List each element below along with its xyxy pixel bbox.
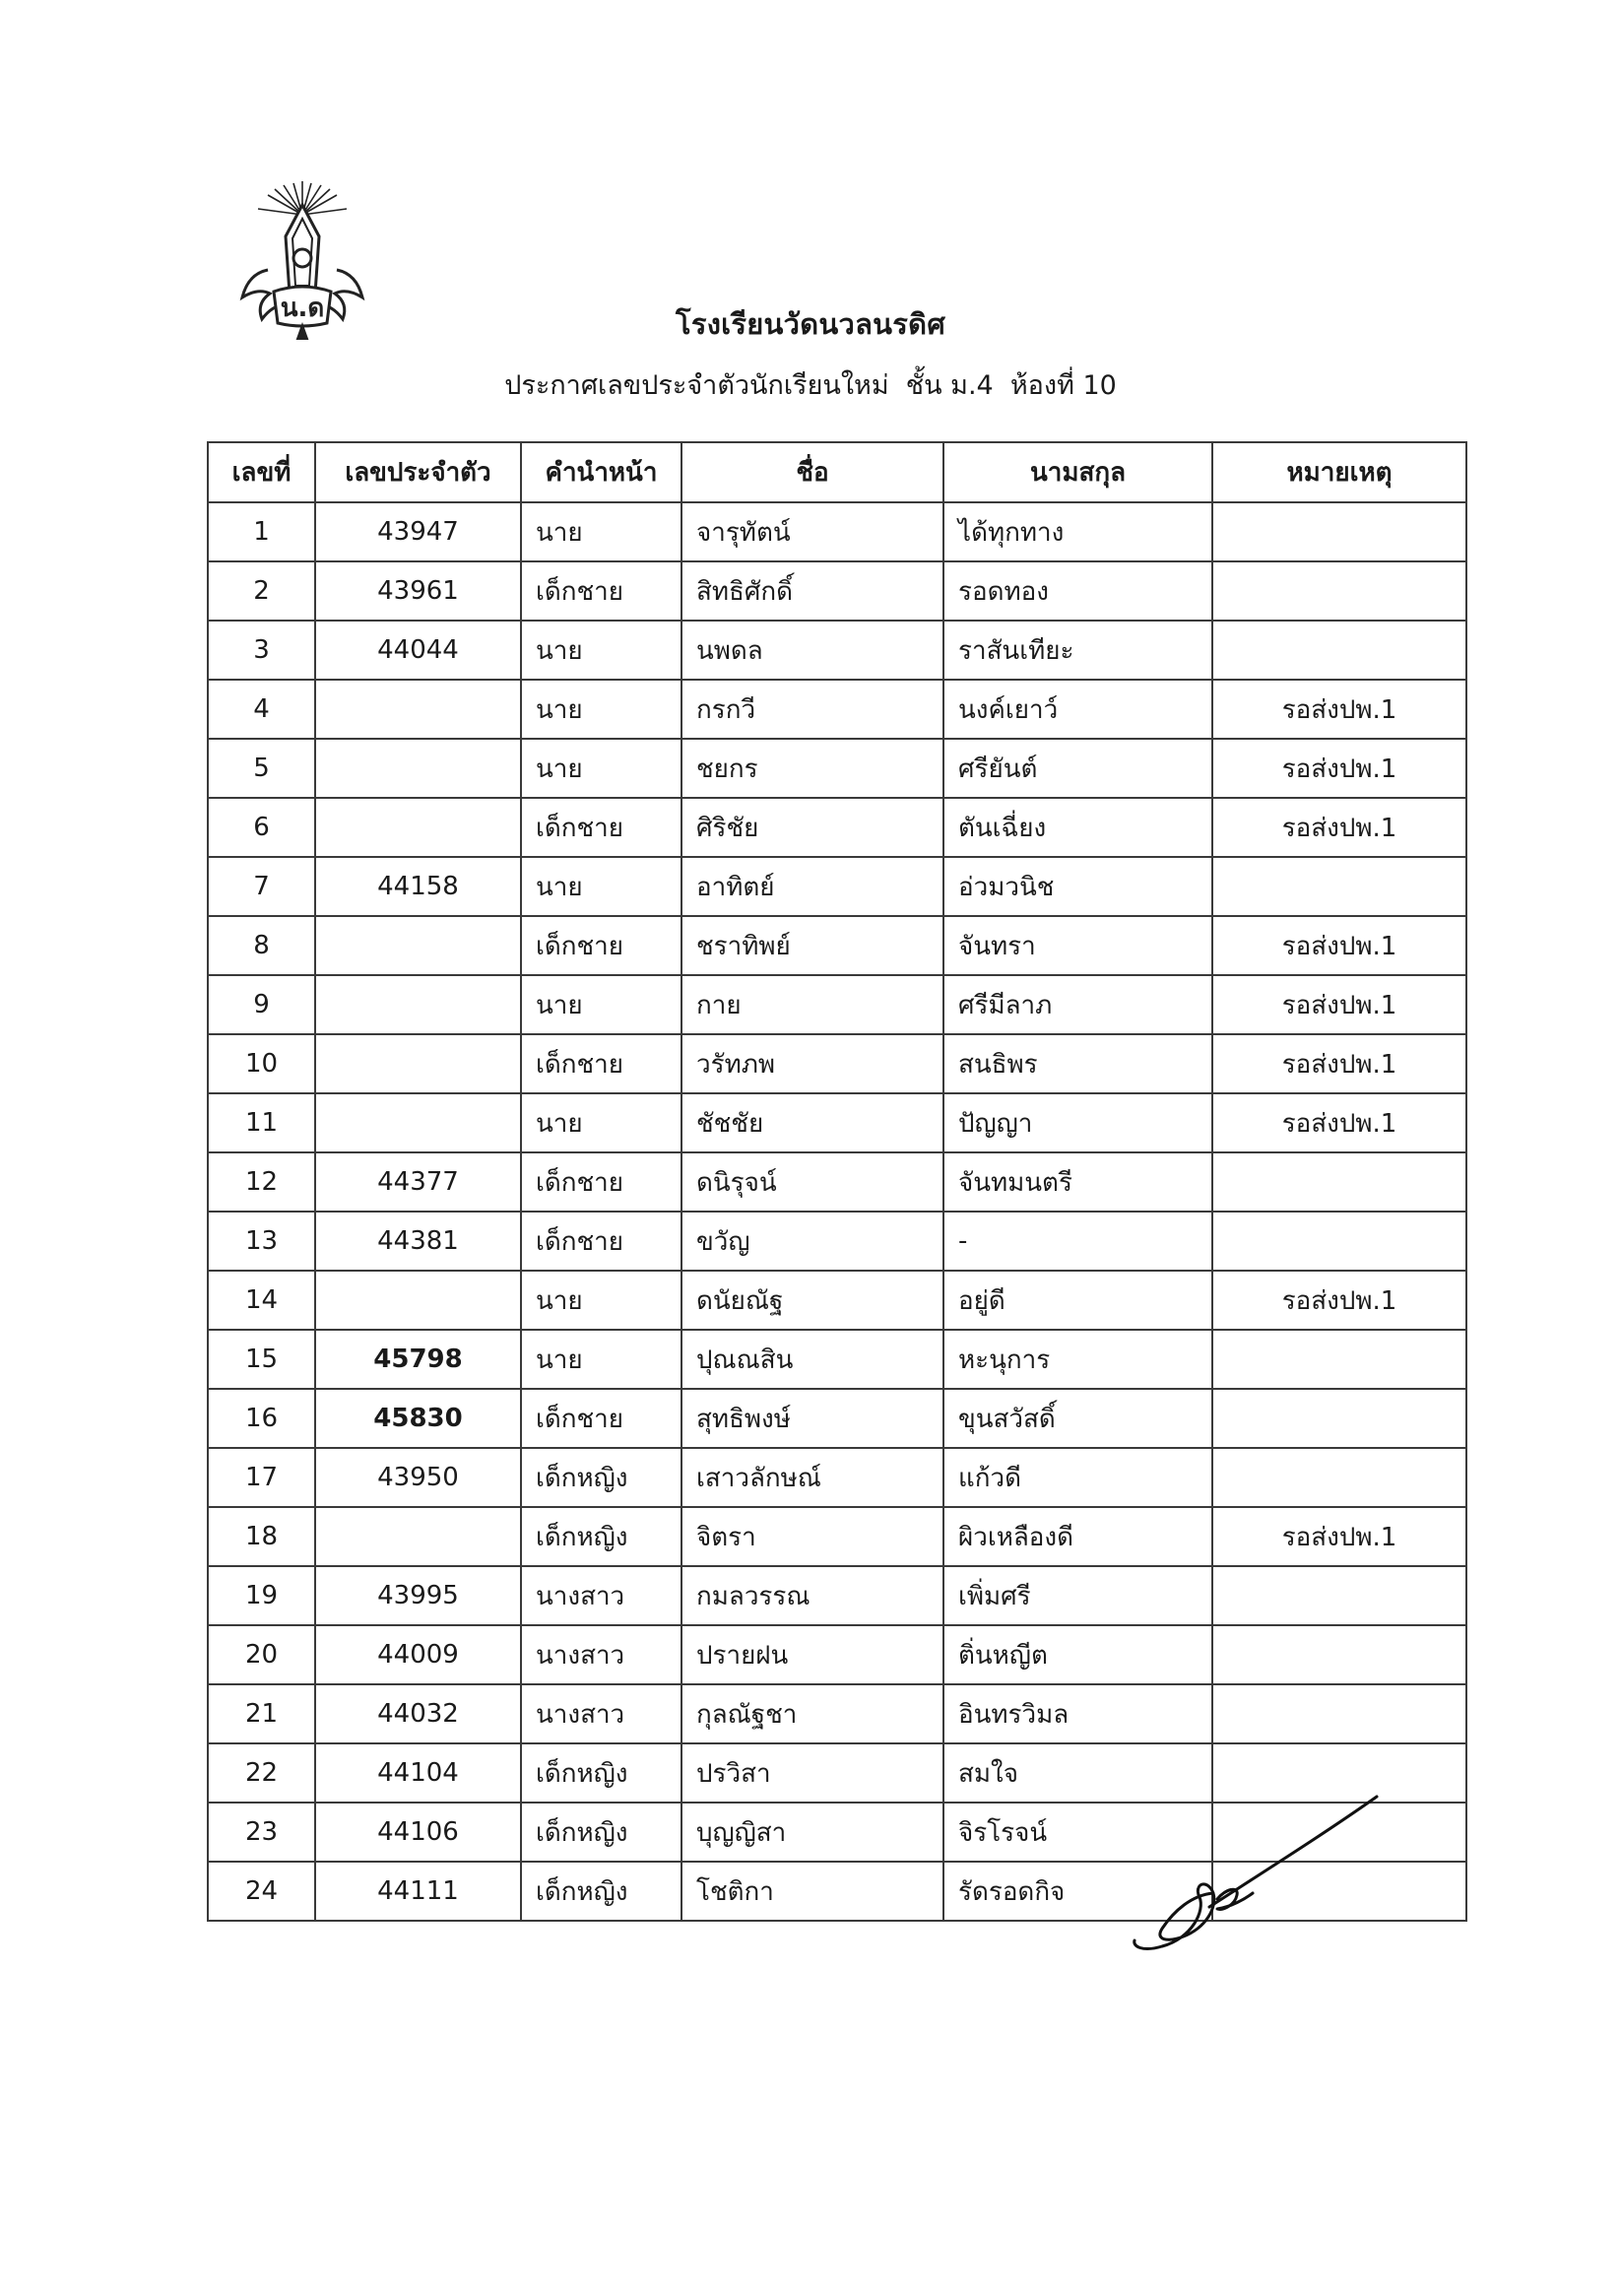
cell-first-name: ชราทิพย์ — [681, 916, 943, 975]
cell-number: 9 — [208, 975, 315, 1034]
cell-first-name: กุลณัฐชา — [681, 1684, 943, 1743]
cell-student-id: 43947 — [315, 502, 521, 561]
cell-prefix: เด็กหญิง — [521, 1803, 681, 1862]
cell-student-id — [315, 680, 521, 739]
cell-remarks: รอส่งปพ.1 — [1212, 1034, 1466, 1093]
cell-student-id: 44032 — [315, 1684, 521, 1743]
student-roster-table — [207, 441, 1467, 1922]
cell-remarks — [1212, 1212, 1466, 1271]
cell-first-name: ชัชชัย — [681, 1093, 943, 1152]
cell-prefix: นางสาว — [521, 1566, 681, 1625]
cell-last-name: ติ่นหญีต — [943, 1625, 1212, 1684]
cell-student-id: 44111 — [315, 1862, 521, 1921]
cell-prefix: เด็กชาย — [521, 1389, 681, 1448]
cell-remarks — [1212, 857, 1466, 916]
col-header-last-name: นามสกุล — [943, 442, 1212, 502]
col-header-first-name: ชื่อ — [681, 442, 943, 502]
cell-last-name: - — [943, 1212, 1212, 1271]
cell-first-name: เสาวลักษณ์ — [681, 1448, 943, 1507]
cell-first-name: จิตรา — [681, 1507, 943, 1566]
table-row — [208, 798, 1466, 857]
cell-student-id — [315, 975, 521, 1034]
cell-number: 24 — [208, 1862, 315, 1921]
cell-remarks — [1212, 1389, 1466, 1448]
cell-student-id — [315, 798, 521, 857]
cell-prefix: นาย — [521, 857, 681, 916]
cell-remarks — [1212, 1330, 1466, 1389]
cell-first-name: ดนิรุจน์ — [681, 1152, 943, 1212]
cell-student-id: 44104 — [315, 1743, 521, 1803]
cell-number: 20 — [208, 1625, 315, 1684]
cell-last-name: ตันเฉี่ยง — [943, 798, 1212, 857]
cell-remarks — [1212, 502, 1466, 561]
cell-student-id: 44044 — [315, 621, 521, 680]
cell-student-id: 44377 — [315, 1152, 521, 1212]
cell-student-id: 43950 — [315, 1448, 521, 1507]
table-row — [208, 1625, 1466, 1684]
cell-student-id: 44158 — [315, 857, 521, 916]
logo-text: น.ด — [280, 294, 325, 323]
cell-number: 16 — [208, 1389, 315, 1448]
col-header-number: เลขที่ — [208, 442, 315, 502]
cell-student-id — [315, 1093, 521, 1152]
cell-number: 5 — [208, 739, 315, 798]
cell-prefix: นาย — [521, 680, 681, 739]
table-row — [208, 1684, 1466, 1743]
cell-prefix: เด็กหญิง — [521, 1507, 681, 1566]
cell-last-name: ได้ทุกทาง — [943, 502, 1212, 561]
cell-remarks — [1212, 1448, 1466, 1507]
cell-prefix: นาย — [521, 975, 681, 1034]
table-row — [208, 739, 1466, 798]
cell-remarks: รอส่งปพ.1 — [1212, 1093, 1466, 1152]
cell-student-id: 43961 — [315, 561, 521, 621]
cell-first-name: กมลวรรณ — [681, 1566, 943, 1625]
cell-prefix: นางสาว — [521, 1625, 681, 1684]
cell-last-name: ศรียันต์ — [943, 739, 1212, 798]
cell-first-name: สิทธิศักดิ์ — [681, 561, 943, 621]
signature — [1123, 1791, 1389, 1956]
cell-student-id: 44106 — [315, 1803, 521, 1862]
cell-student-id — [315, 739, 521, 798]
cell-first-name: กาย — [681, 975, 943, 1034]
table-row — [208, 1212, 1466, 1271]
cell-remarks — [1212, 1684, 1466, 1743]
cell-remarks — [1212, 621, 1466, 680]
table-row — [208, 1034, 1466, 1093]
cell-number: 11 — [208, 1093, 315, 1152]
cell-last-name: อ่วมวนิช — [943, 857, 1212, 916]
cell-prefix: นาย — [521, 1330, 681, 1389]
cell-number: 22 — [208, 1743, 315, 1803]
cell-prefix: เด็กชาย — [521, 561, 681, 621]
table-row — [208, 1093, 1466, 1152]
cell-prefix: เด็กชาย — [521, 798, 681, 857]
cell-last-name: หะนุการ — [943, 1330, 1212, 1389]
cell-first-name: อาทิตย์ — [681, 857, 943, 916]
cell-number: 7 — [208, 857, 315, 916]
cell-last-name: จันทมนตรี — [943, 1152, 1212, 1212]
cell-prefix: เด็กชาย — [521, 1212, 681, 1271]
cell-number: 12 — [208, 1152, 315, 1212]
table-row — [208, 1566, 1466, 1625]
cell-last-name: ศรีมีลาภ — [943, 975, 1212, 1034]
cell-prefix: นาย — [521, 1271, 681, 1330]
cell-remarks: รอส่งปพ.1 — [1212, 1507, 1466, 1566]
cell-last-name: ขุนสวัสดิ์ — [943, 1389, 1212, 1448]
announcement-title: ประกาศเลขประจำตัวนักเรียนใหม่ ชั้น ม.4 ห้องที่ 10 — [504, 370, 1117, 401]
table-row — [208, 975, 1466, 1034]
cell-student-id — [315, 1507, 521, 1566]
cell-number: 17 — [208, 1448, 315, 1507]
cell-prefix: เด็กชาย — [521, 1034, 681, 1093]
cell-first-name: บุญญิสา — [681, 1803, 943, 1862]
cell-first-name: ปรายฝน — [681, 1625, 943, 1684]
cell-student-id: 44381 — [315, 1212, 521, 1271]
table-row — [208, 1389, 1466, 1448]
cell-last-name: จันทรา — [943, 916, 1212, 975]
col-header-prefix: คำนำหน้า — [521, 442, 681, 502]
cell-student-id — [315, 916, 521, 975]
school-name: โรงเรียนวัดนวลนรดิศ — [675, 307, 946, 341]
cell-prefix: นาย — [521, 621, 681, 680]
cell-remarks: รอส่งปพ.1 — [1212, 916, 1466, 975]
cell-student-id: 45830 — [315, 1389, 521, 1448]
cell-student-id: 44009 — [315, 1625, 521, 1684]
cell-remarks — [1212, 1625, 1466, 1684]
cell-last-name: รอดทอง — [943, 561, 1212, 621]
cell-first-name: วรัทภพ — [681, 1034, 943, 1093]
cell-last-name: สมใจ — [943, 1743, 1212, 1803]
table-row — [208, 916, 1466, 975]
cell-remarks: รอส่งปพ.1 — [1212, 798, 1466, 857]
cell-number: 21 — [208, 1684, 315, 1743]
col-header-student-id: เลขประจำตัว — [315, 442, 521, 502]
cell-remarks: รอส่งปพ.1 — [1212, 680, 1466, 739]
cell-last-name: อยู่ดี — [943, 1271, 1212, 1330]
cell-number: 15 — [208, 1330, 315, 1389]
cell-remarks — [1212, 1152, 1466, 1212]
table-row — [208, 561, 1466, 621]
table-row — [208, 1507, 1466, 1566]
table-header-row — [208, 442, 1466, 502]
cell-number: 13 — [208, 1212, 315, 1271]
cell-number: 19 — [208, 1566, 315, 1625]
cell-remarks: รอส่งปพ.1 — [1212, 1271, 1466, 1330]
table-row — [208, 502, 1466, 561]
cell-prefix: เด็กหญิง — [521, 1743, 681, 1803]
cell-first-name: สุทธิพงษ์ — [681, 1389, 943, 1448]
cell-last-name: แก้วดี — [943, 1448, 1212, 1507]
cell-prefix: เด็กชาย — [521, 916, 681, 975]
cell-last-name: ราสันเทียะ — [943, 621, 1212, 680]
cell-number: 1 — [208, 502, 315, 561]
cell-number: 10 — [208, 1034, 315, 1093]
cell-first-name: ปรวิสา — [681, 1743, 943, 1803]
col-header-remarks: หมายเหตุ — [1212, 442, 1466, 502]
cell-remarks: รอส่งปพ.1 — [1212, 739, 1466, 798]
cell-student-id — [315, 1034, 521, 1093]
cell-prefix: นาย — [521, 502, 681, 561]
cell-number: 2 — [208, 561, 315, 621]
cell-last-name: จิรโรจน์ — [943, 1803, 1212, 1862]
table-row — [208, 1330, 1466, 1389]
cell-student-id — [315, 1271, 521, 1330]
cell-first-name: ดนัยณัฐ — [681, 1271, 943, 1330]
cell-number: 4 — [208, 680, 315, 739]
cell-first-name: กรกวี — [681, 680, 943, 739]
table-row — [208, 680, 1466, 739]
cell-student-id: 45798 — [315, 1330, 521, 1389]
cell-last-name: ปัญญา — [943, 1093, 1212, 1152]
cell-number: 18 — [208, 1507, 315, 1566]
cell-last-name: เพิ่มศรี — [943, 1566, 1212, 1625]
cell-number: 14 — [208, 1271, 315, 1330]
table-row — [208, 1448, 1466, 1507]
cell-last-name: สนธิพร — [943, 1034, 1212, 1093]
table-row — [208, 1152, 1466, 1212]
table-row — [208, 1271, 1466, 1330]
cell-number: 8 — [208, 916, 315, 975]
cell-first-name: นพดล — [681, 621, 943, 680]
cell-prefix: นาย — [521, 739, 681, 798]
cell-first-name: ศิริชัย — [681, 798, 943, 857]
table-row — [208, 857, 1466, 916]
cell-remarks — [1212, 1566, 1466, 1625]
cell-prefix: นางสาว — [521, 1684, 681, 1743]
cell-last-name: ผิวเหลืองดี — [943, 1507, 1212, 1566]
cell-prefix: นาย — [521, 1093, 681, 1152]
cell-number: 23 — [208, 1803, 315, 1862]
cell-last-name: รัดรอดกิจ — [943, 1862, 1212, 1921]
cell-prefix: เด็กชาย — [521, 1152, 681, 1212]
cell-remarks — [1212, 561, 1466, 621]
cell-last-name: นงค์เยาว์ — [943, 680, 1212, 739]
cell-first-name: โชติกา — [681, 1862, 943, 1921]
cell-first-name: จารุทัตน์ — [681, 502, 943, 561]
cell-remarks: รอส่งปพ.1 — [1212, 975, 1466, 1034]
cell-first-name: ปุณณสิน — [681, 1330, 943, 1389]
table-row — [208, 621, 1466, 680]
cell-number: 3 — [208, 621, 315, 680]
cell-first-name: ขวัญ — [681, 1212, 943, 1271]
cell-last-name: อินทรวิมล — [943, 1684, 1212, 1743]
cell-prefix: เด็กหญิง — [521, 1862, 681, 1921]
cell-student-id: 43995 — [315, 1566, 521, 1625]
cell-prefix: เด็กหญิง — [521, 1448, 681, 1507]
cell-number: 6 — [208, 798, 315, 857]
cell-first-name: ชยกร — [681, 739, 943, 798]
